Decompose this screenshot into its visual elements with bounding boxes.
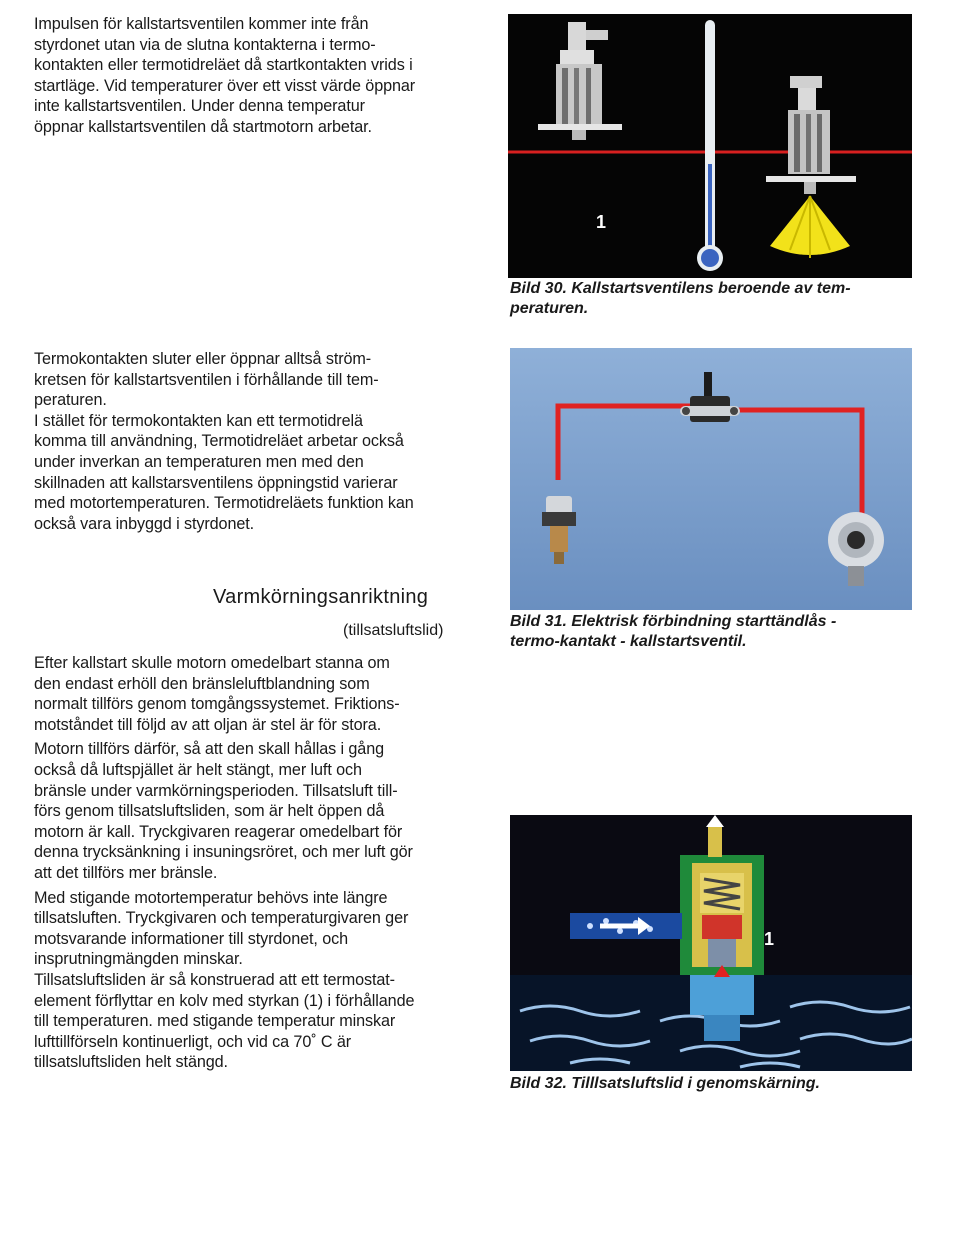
air-outlet xyxy=(708,825,722,857)
caption-bild-30: Bild 30. Kallstartsventilens beroende av tem- peraturen. xyxy=(510,280,851,317)
caption-bild-32: Bild 32. Tilllsatsluftslid i genomskärning. xyxy=(510,1075,820,1092)
valve-body-icon xyxy=(680,855,764,975)
figure-30-cold-start-valve xyxy=(508,14,912,278)
section-heading: Varmkörningsanriktning xyxy=(213,586,429,608)
section-subheading: (tillsatsluftslid) xyxy=(343,622,444,639)
thermostat-element-icon xyxy=(690,975,754,1015)
section-body: Efter kallstart skulle motorn omedelbart stanna om den endast erhöll den bränsleluftblandning som normalt tillförs genom tomgångssystemet. Friktions- motståndet till följd av att oljan är stel är för stora. Motorn tillförs därför, så att den skall hållas i gång också då luftspjället är helt stängt, mer luft och bränsle under varmkörningsperioden. Tillsatsluft till- förs genom tillsatsluftsliden, som är helt öppen då motorn är kall. Tryckgivaren reagerar omedelbart för denna trycksänkning i insuningsröret, och mer luft gör att det tillförs mer bränsle. Med stigande motortemperatur behövs inte längre tillsatsluften. Tryckgivaren och temperaturgivaren ger motsvarande informationer till styrdonet, och insprutningmängden minskar. Tillsatsluftsliden är så konstruerad att ett termostat- element förflyttar en kolv med styrkan (1) i förhållande till temperaturen. med stigande temperatur minskar lufttillförseln kontinuerligt, och vid ca 70˚ C är tillsatsluftsliden helt stängd. xyxy=(34,654,415,1072)
paragraph-intro: Impulsen för kallstartsventilen kommer inte från styrdonet utan via de slutna kontakterna i termo- kontakten eller termotidreläet då startkontakten vrids i startläge. Vid temperaturer över ett visst värde öppnar inte kallstartsventilen. Under denna temperatur öppnar kallstartsventilen då startmotorn arbetar. xyxy=(34,15,416,136)
caption-bild-31: Bild 31. Elektrisk förbindning starttändlås - termo-kantakt - kallstartsventil. xyxy=(510,613,837,650)
paragraph-termokontakt: Termokontakten sluter eller öppnar alltså ström- kretsen för kallstartsventilen i förhållande till tem- peraturen. I stället för termokontakten kan ett termotidrelä komma till användning, Termotidreläet arbetar också under inverkan an temperaturen men med den skillnaden att kallstarsventilens öppningstid varierar med motortemperaturen. Termotidreläets funktion kan också vara inbyggd i styrdonet. xyxy=(34,350,414,533)
figure-31-electrical-connection xyxy=(510,348,912,610)
figure-32-label: 1 xyxy=(764,929,775,949)
figure-30-label: 1 xyxy=(596,212,607,232)
figure-32-auxiliary-air-slide xyxy=(510,815,912,1071)
